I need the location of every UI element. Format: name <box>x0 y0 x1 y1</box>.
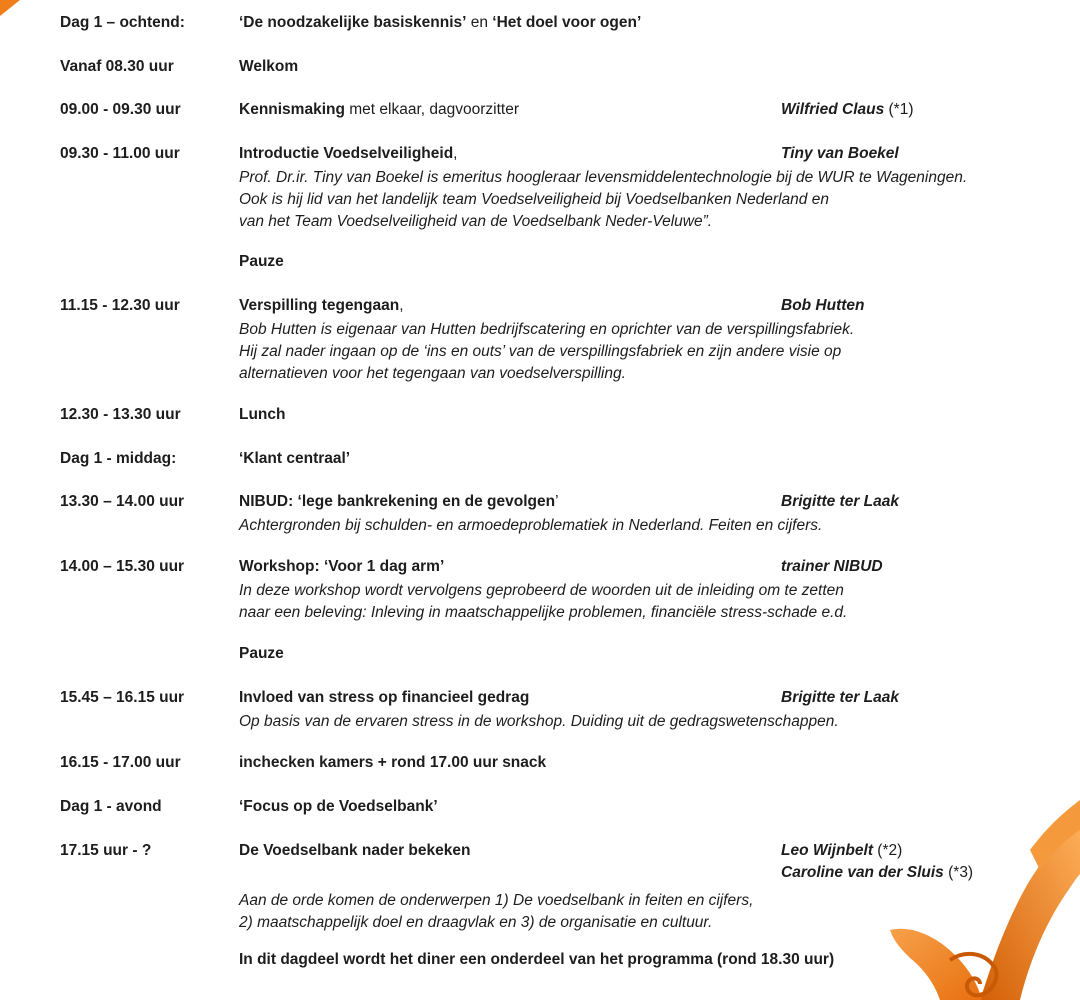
speaker-footnote: (*3) <box>943 864 974 881</box>
description-line: Ook is hij lid van het landelijk team Voedselveiligheid bij Voedselbanken Nederland en <box>239 191 829 208</box>
session-description <box>239 890 753 934</box>
session-time: Dag 1 - avond <box>60 798 162 815</box>
session-time: 15.45 – 16.15 uur <box>60 689 185 706</box>
speaker-name-text: Caroline van der Sluis <box>781 864 944 881</box>
speaker-name <box>781 101 914 119</box>
session-title-part: Introductie Voedselveiligheid <box>239 145 454 162</box>
session-title <box>239 951 834 969</box>
session-title <box>239 798 438 816</box>
session-title-part: De Voedselbank nader bekeken <box>239 842 471 859</box>
speaker-name-text: Leo Wijnbelt <box>781 842 873 859</box>
session-title <box>239 14 641 32</box>
session-title-part: ‘Klant centraal’ <box>239 450 351 467</box>
session-title-part: NIBUD: ‘lege bankrekening en de gevolgen <box>239 493 556 510</box>
session-time: 12.30 - 13.30 uur <box>60 406 181 423</box>
session-description <box>239 167 967 233</box>
speaker-name-text: Bob Hutten <box>781 297 865 314</box>
speaker-name <box>781 864 973 882</box>
session-title-part: en <box>466 14 493 31</box>
session-description <box>239 319 854 385</box>
session-title <box>239 450 350 468</box>
session-title <box>239 101 519 119</box>
session-title-part: Kennismaking <box>239 101 345 118</box>
session-description <box>239 515 822 537</box>
session-time: 09.00 - 09.30 uur <box>60 101 181 118</box>
session-title-part: inchecken kamers + rond 17.00 uur snack <box>239 754 547 771</box>
corner-decoration-top-left <box>0 0 24 24</box>
description-line: In deze workshop wordt vervolgens geprobeerd de woorden uit de inleiding om te zetten <box>239 582 844 599</box>
session-title <box>239 558 444 576</box>
session-title-part: ‘De noodzakelijke basiskennis’ <box>239 14 467 31</box>
session-title-part: In dit dagdeel wordt het diner een onderdeel van het programma (rond 18.30 uur) <box>239 951 835 968</box>
session-title-part: Verspilling tegengaan <box>239 297 400 314</box>
session-title <box>239 253 284 271</box>
speaker-name <box>781 145 899 163</box>
session-description <box>239 711 839 733</box>
session-title <box>239 842 470 860</box>
description-line: Bob Hutten is eigenaar van Hutten bedrijfscatering en oprichter van de verspillingsfabriek. <box>239 321 855 338</box>
orange-ribbon-logo-decoration <box>880 790 1080 1000</box>
session-title-part: Pauze <box>239 645 284 662</box>
description-line: alternatieven voor het tegengaan van voedselverspilling. <box>239 365 626 382</box>
session-title <box>239 645 284 663</box>
speaker-name-text: trainer NIBUD <box>781 558 883 575</box>
description-line: naar een beleving: Inleving in maatschappelijke problemen, financiële stress-schade e.d. <box>239 604 848 621</box>
description-line: Hij zal nader ingaan op de ‘ins en outs’ van de verspillingsfabriek en zijn andere visie op <box>239 343 842 360</box>
session-title-part: Invloed van stress op financieel gedrag <box>239 689 530 706</box>
session-title <box>239 58 298 76</box>
session-time: 17.15 uur - ? <box>60 842 152 859</box>
description-line: 2) maatschappelijk doel en draagvlak en 3) de organisatie en cultuur. <box>239 914 713 931</box>
session-title-part: Workshop: ‘Voor 1 dag arm’ <box>239 558 445 575</box>
session-time: Dag 1 - middag: <box>60 450 177 467</box>
speaker-footnote: (*1) <box>884 101 914 118</box>
speaker-name <box>781 689 899 707</box>
session-time: 14.00 – 15.30 uur <box>60 558 185 575</box>
session-title-part: met elkaar, dagvoorzitter <box>344 101 519 118</box>
session-time: 11.15 - 12.30 uur <box>60 297 180 314</box>
description-line: Op basis van de ervaren stress in de workshop. Duiding uit de gedragswetenschappen. <box>239 713 839 730</box>
session-title-part: ‘Focus op de Voedselbank’ <box>239 798 438 815</box>
session-title <box>239 754 546 772</box>
session-title-part: ‘Het doel voor ogen’ <box>492 14 642 31</box>
speaker-name-text: Brigitte ter Laak <box>781 689 900 706</box>
session-time: 09.30 - 11.00 uur <box>60 145 180 162</box>
speaker-name-text: Brigitte ter Laak <box>781 493 900 510</box>
session-title <box>239 689 529 707</box>
session-time: 13.30 – 14.00 uur <box>60 493 185 510</box>
session-title-part: , <box>453 145 458 162</box>
description-line: Achtergronden bij schulden- en armoedeproblematiek in Nederland. Feiten en cijfers. <box>239 517 823 534</box>
session-description <box>239 580 847 624</box>
speaker-footnote: (*2) <box>873 842 903 859</box>
speaker-name-text: Tiny van Boekel <box>781 145 899 162</box>
speaker-name <box>781 558 883 576</box>
session-title <box>239 297 404 315</box>
speaker-name <box>781 297 865 315</box>
speaker-name <box>781 842 902 860</box>
session-title-part: Lunch <box>239 406 286 423</box>
session-title-part: Welkom <box>239 58 299 75</box>
speaker-name <box>781 493 899 511</box>
session-title <box>239 145 457 163</box>
session-time: 16.15 - 17.00 uur <box>60 754 181 771</box>
session-title <box>239 406 286 424</box>
description-line: Aan de orde komen de onderwerpen 1) De voedselbank in feiten en cijfers, <box>239 892 754 909</box>
description-line: van het Team Voedselveiligheid van de Voedselbank Neder-Veluwe”. <box>239 213 713 230</box>
session-title-part: Pauze <box>239 253 284 270</box>
session-title-part: , <box>399 297 404 314</box>
session-title <box>239 493 559 511</box>
speaker-name-text: Wilfried Claus <box>781 101 885 118</box>
session-time: Dag 1 – ochtend: <box>60 14 185 31</box>
session-title-part: ’ <box>555 493 559 510</box>
description-line: Prof. Dr.ir. Tiny van Boekel is emeritus hoogleraar levensmiddelentechnologie bij de WUR te Wageningen. <box>239 169 968 186</box>
session-time: Vanaf 08.30 uur <box>60 58 174 75</box>
